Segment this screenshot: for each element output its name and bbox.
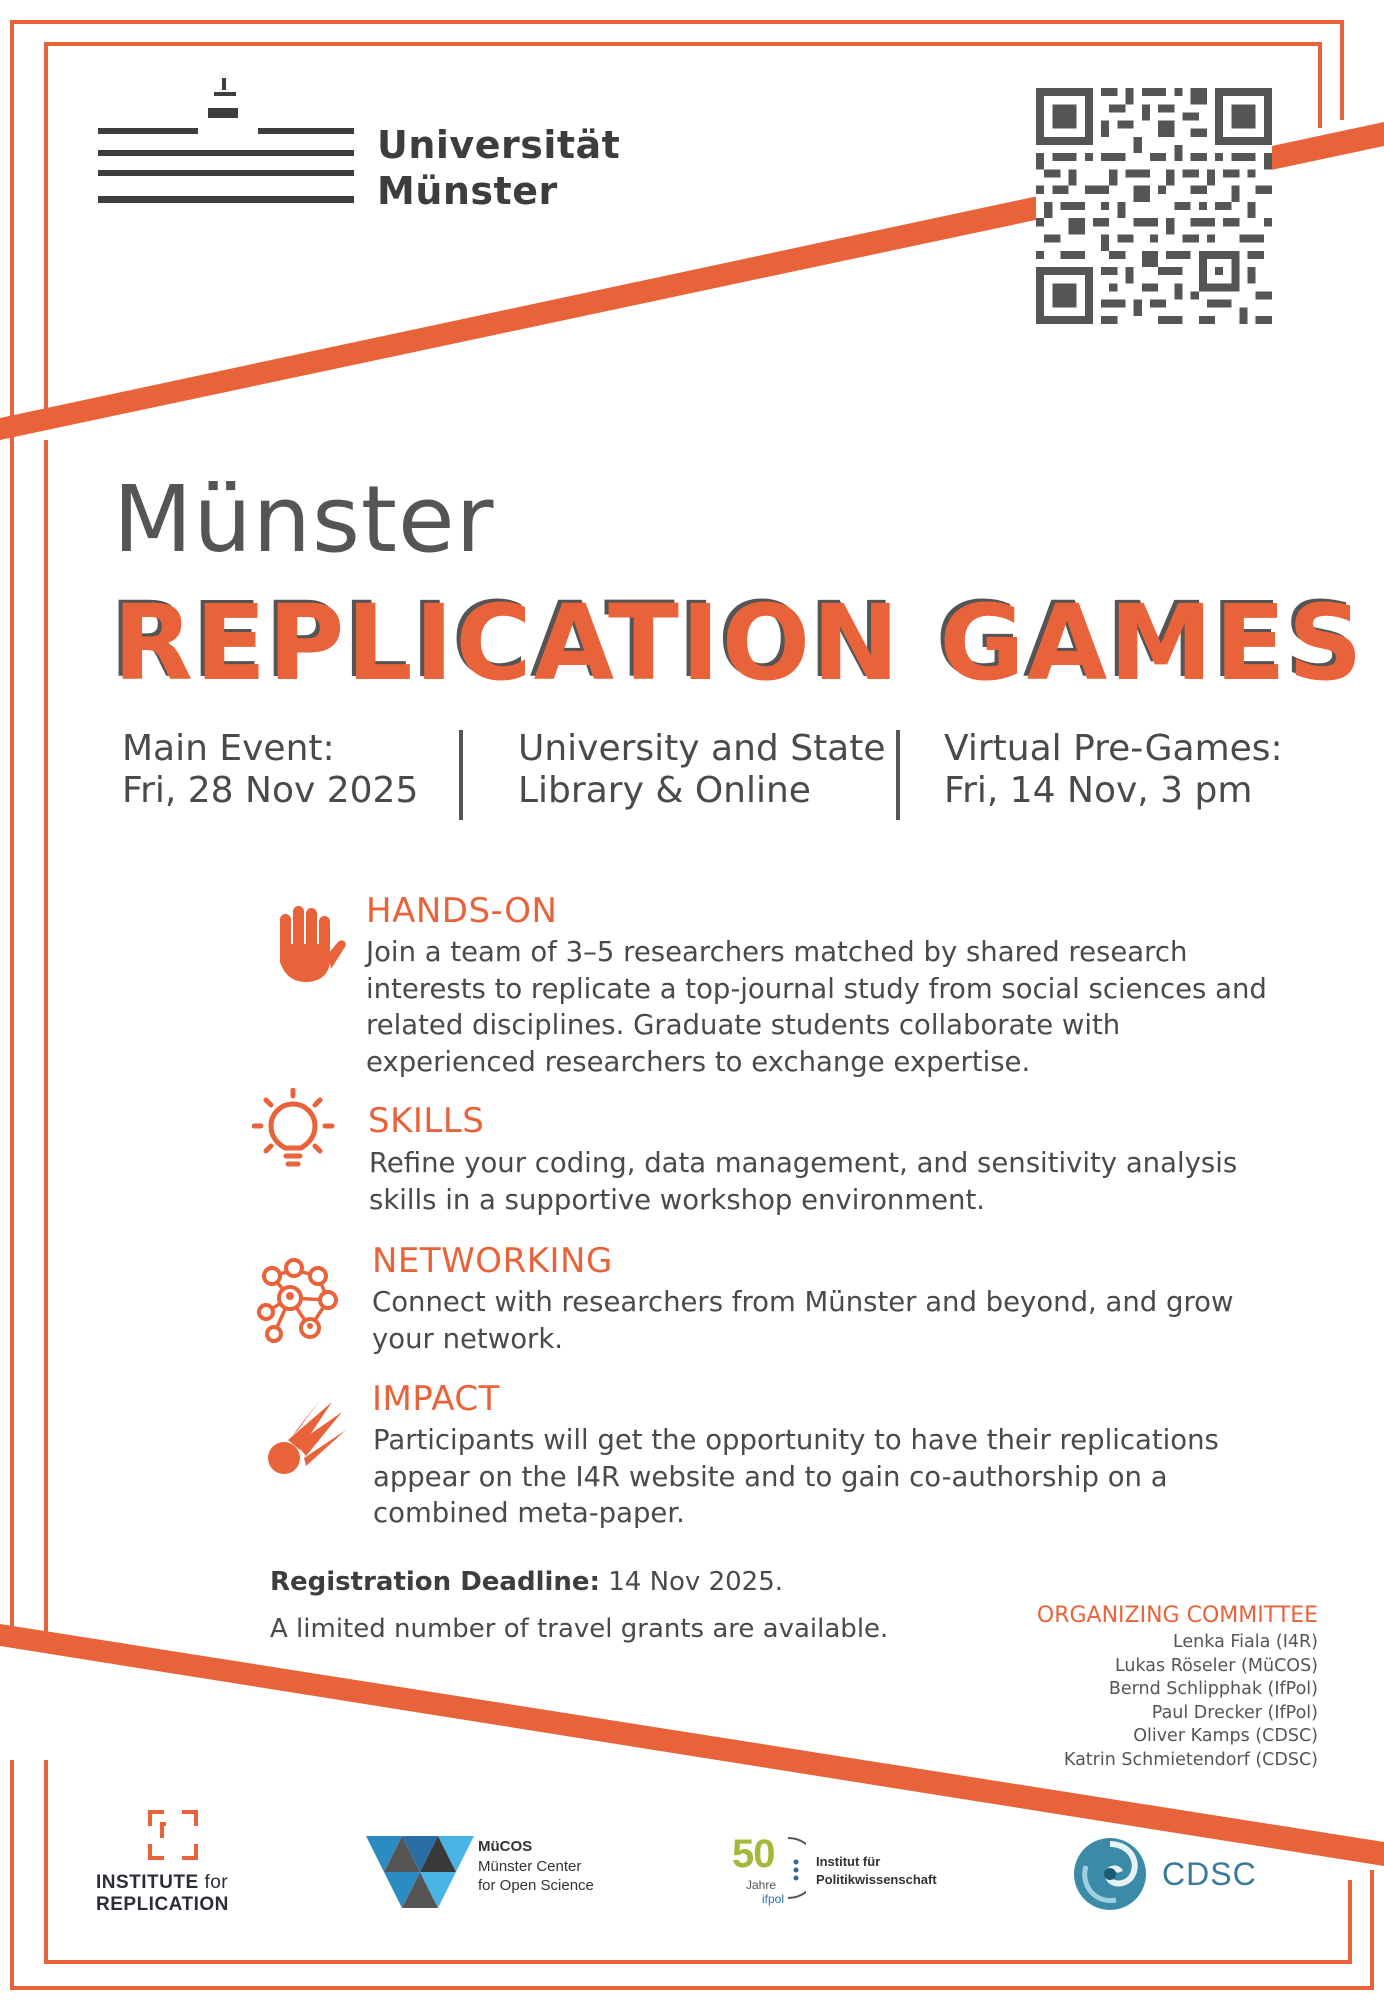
cdsc-name: CDSC bbox=[1162, 1856, 1257, 1892]
mucos-line1: Münster Center bbox=[478, 1858, 582, 1875]
travel-grants-note: A limited number of travel grants are available. bbox=[270, 1614, 889, 1644]
ifpol-short: ifpol bbox=[762, 1892, 785, 1906]
headline-event: REPLICATION GAMES bbox=[113, 582, 1365, 704]
committee-title: ORGANIZING COMMITTEE bbox=[1036, 1603, 1318, 1628]
university-name-line2: Münster bbox=[377, 169, 558, 213]
feature-title-hands-on: HANDS-ON bbox=[366, 891, 558, 931]
committee-member: Paul Drecker (IfPol) bbox=[1151, 1702, 1318, 1723]
ifpol-line1: Institut für bbox=[816, 1854, 881, 1869]
feature-title-skills: SKILLS bbox=[368, 1101, 485, 1141]
cdsc-swirl-icon bbox=[1072, 1836, 1148, 1912]
main-event-date: Fri, 28 Nov 2025 bbox=[122, 770, 419, 811]
hand-icon bbox=[262, 900, 352, 990]
university-name bbox=[377, 122, 620, 214]
i4r-name-line2: REPLICATION bbox=[96, 1894, 229, 1915]
feature-body-skills: Refine your coding, data management, and sensitivity analysis skills in a supportive workshop environment. bbox=[369, 1147, 1238, 1216]
mucos-triangles-icon bbox=[366, 1836, 474, 1910]
network-icon bbox=[254, 1256, 344, 1346]
committee-list bbox=[1064, 1631, 1318, 1772]
feature-title-impact: IMPACT bbox=[372, 1379, 500, 1419]
i4r-logo bbox=[96, 1810, 266, 1920]
main-event-label: Main Event: bbox=[122, 728, 335, 769]
i4r-name-for: for bbox=[204, 1872, 229, 1893]
mucos-logo bbox=[366, 1836, 636, 1916]
registration-deadline-date: 14 Nov 2025. bbox=[608, 1567, 784, 1597]
info-separator bbox=[459, 730, 463, 820]
feature-title-networking: NETWORKING bbox=[372, 1241, 613, 1281]
headline-city: Münster bbox=[113, 466, 495, 573]
pregames-date: Fri, 14 Nov, 3 pm bbox=[944, 770, 1253, 811]
ifpol-dots-icon bbox=[786, 1836, 806, 1900]
registration-deadline bbox=[270, 1565, 783, 1599]
committee-member: Bernd Schlipphak (IfPol) bbox=[1108, 1679, 1318, 1699]
meteor-icon bbox=[262, 1392, 352, 1482]
feature-body-networking: Connect with researchers from Münster and beyond, and grow your network. bbox=[372, 1286, 1234, 1355]
cdsc-logo bbox=[1072, 1836, 1272, 1916]
feature-body-hands-on: Join a team of 3–5 researchers matched by shared research interests to replicate a top-journal study from social sciences and related disciplines. Graduate students collaborate with experienced researchers to exchange expertise. bbox=[366, 936, 1267, 1078]
main-event-info bbox=[122, 728, 418, 812]
location-line1: University and State bbox=[518, 728, 886, 769]
ifpol-jahre: Jahre bbox=[746, 1878, 777, 1892]
committee-member: Katrin Schmietendorf (CDSC) bbox=[1063, 1749, 1318, 1770]
pregames-label: Virtual Pre-Games: bbox=[944, 728, 1283, 769]
committee-member: Lukas Röseler (MüCOS) bbox=[1114, 1655, 1318, 1676]
i4r-bracket-icon bbox=[148, 1810, 198, 1860]
committee-member: Lenka Fiala (I4R) bbox=[1172, 1632, 1318, 1652]
location-line2: Library & Online bbox=[518, 770, 811, 811]
location-info bbox=[518, 728, 886, 812]
feature-body-impact: Participants will get the opportunity to have their replications appear on the I4R website and to gain co-authorship on a combined meta-paper. bbox=[373, 1424, 1219, 1529]
university-name-line1: Universität bbox=[377, 123, 621, 167]
registration-deadline-label: Registration Deadline: bbox=[270, 1567, 600, 1597]
ifpol-number: 50 bbox=[732, 1832, 775, 1876]
ifpol-logo bbox=[732, 1832, 972, 1912]
pregames-info bbox=[944, 728, 1283, 812]
ifpol-line2: Politikwissenschaft bbox=[816, 1872, 937, 1887]
mucos-name: MüCOS bbox=[478, 1838, 533, 1855]
lightbulb-icon bbox=[252, 1088, 342, 1178]
university-emblem-icon bbox=[98, 74, 358, 214]
i4r-name-line1: INSTITUTE bbox=[96, 1872, 199, 1893]
info-separator bbox=[896, 730, 900, 820]
qr-code[interactable] bbox=[1036, 88, 1272, 324]
committee-member: Oliver Kamps (CDSC) bbox=[1133, 1726, 1318, 1746]
mucos-line2: for Open Science bbox=[478, 1877, 594, 1894]
